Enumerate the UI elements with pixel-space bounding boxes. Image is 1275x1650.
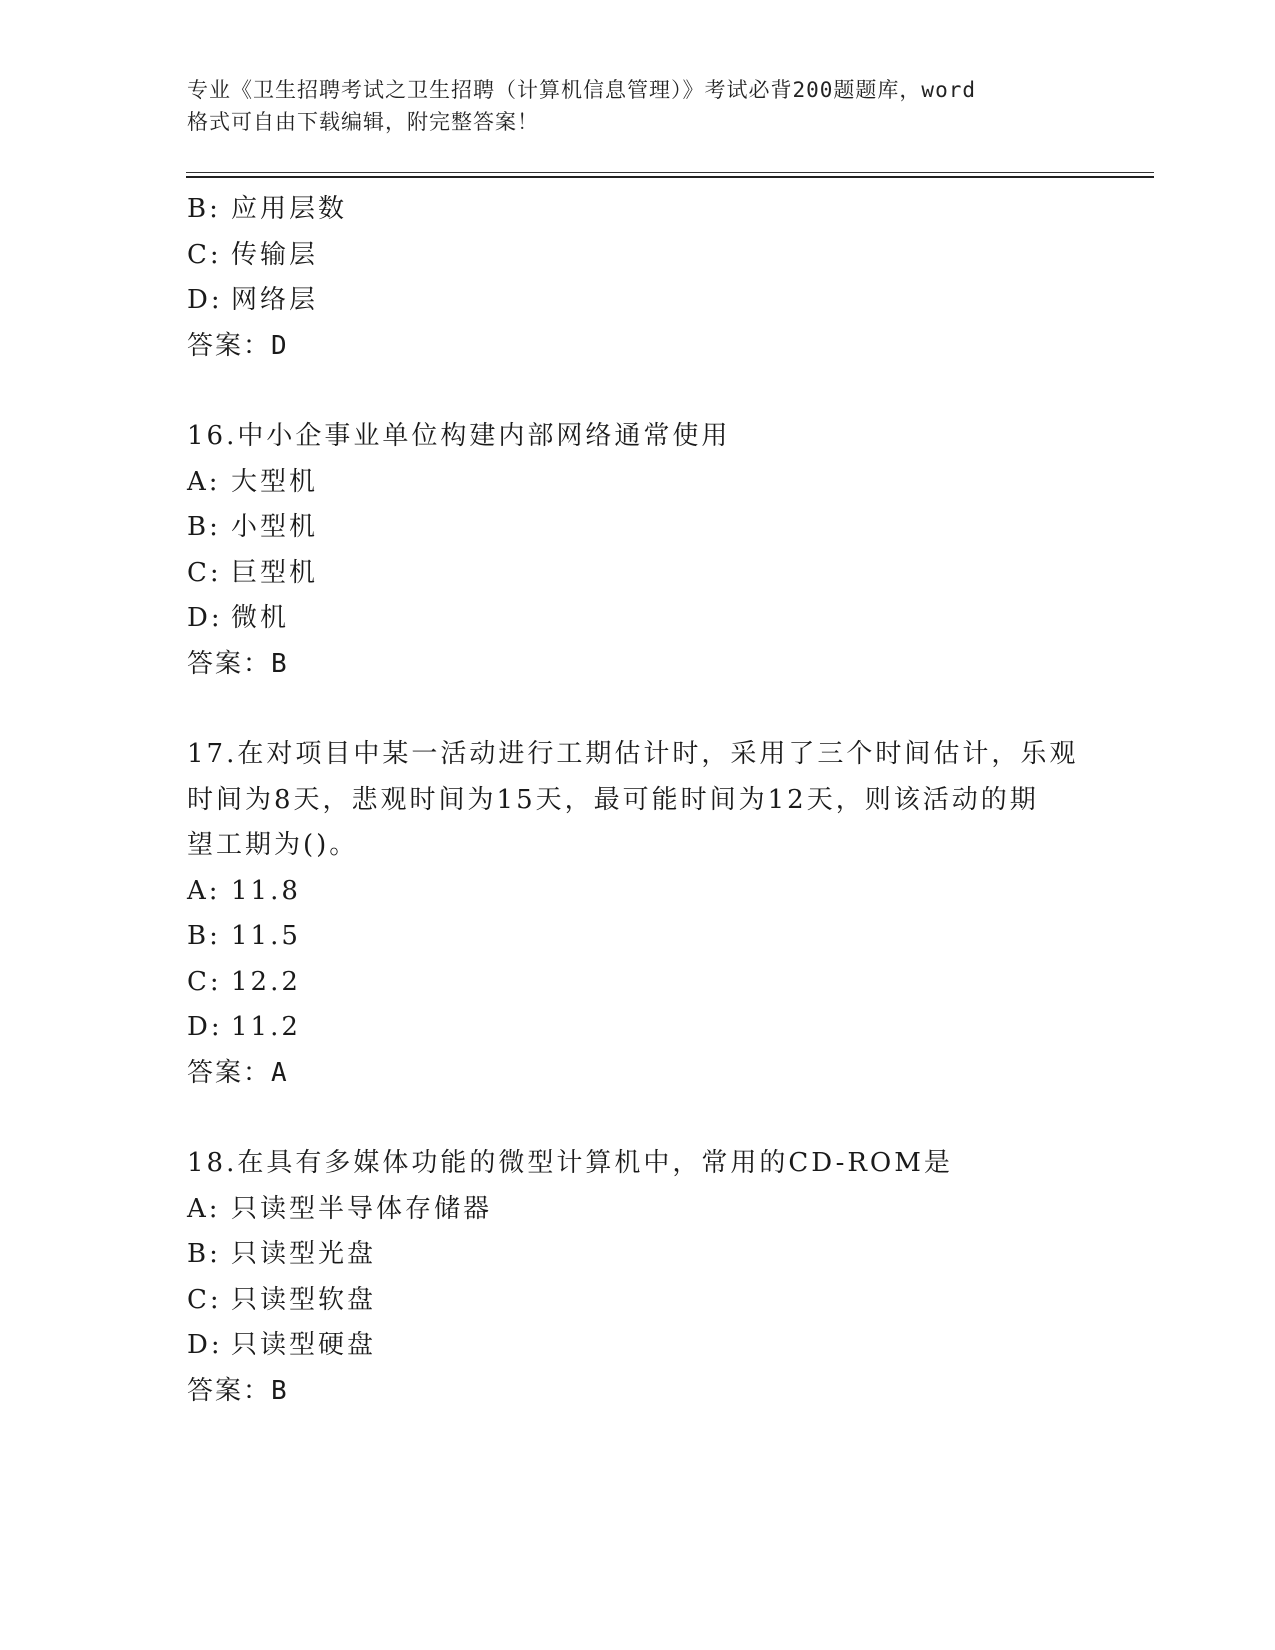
answer-value: B xyxy=(271,1375,289,1406)
answer-value: A xyxy=(271,1057,289,1088)
question-stem-line: 望工期为()。 xyxy=(187,830,359,860)
header-title-line-2: 格式可自由下载编辑，附完整答案！ xyxy=(187,110,539,134)
spacer xyxy=(187,369,1087,414)
answer-label: 答案： xyxy=(187,1057,272,1088)
option-row xyxy=(187,1278,1087,1324)
option-letter: C: xyxy=(187,239,222,270)
answer-row xyxy=(187,642,1087,688)
option-text: 小型机 xyxy=(231,512,319,542)
answer-label: 答案： xyxy=(187,330,272,361)
option-letter: A: xyxy=(187,466,221,497)
question-stem: 18.在具有多媒体功能的微型计算机中，常用的CD-ROM是 xyxy=(187,1148,953,1178)
option-text: 只读型光盘 xyxy=(231,1239,377,1269)
option-row xyxy=(187,1323,1087,1369)
option-row xyxy=(187,1005,1087,1051)
option-letter: A: xyxy=(187,875,221,906)
header-rule-thin xyxy=(186,172,1154,173)
option-letter: D: xyxy=(187,1012,223,1042)
header-rule-thick xyxy=(186,176,1154,178)
option-letter: B: xyxy=(187,194,221,224)
option-text: 微机 xyxy=(231,603,290,633)
answer-row xyxy=(187,1051,1087,1097)
document-header xyxy=(187,74,1087,138)
option-row xyxy=(187,869,1087,915)
answer-value: D xyxy=(271,330,289,361)
question-block-16 xyxy=(187,414,1087,687)
answer-label: 答案： xyxy=(187,1375,272,1406)
answer-row xyxy=(187,1369,1087,1415)
option-row xyxy=(187,505,1087,551)
option-letter: D: xyxy=(187,1330,223,1360)
option-letter: B: xyxy=(187,921,221,951)
option-text: 只读型硬盘 xyxy=(231,1330,377,1360)
answer-row xyxy=(187,324,1087,370)
option-text: 11.5 xyxy=(231,921,301,951)
question-stem: 16.中小企事业单位构建内部网络通常使用 xyxy=(187,421,731,451)
option-text: 11.8 xyxy=(231,875,301,906)
option-letter: D: xyxy=(187,285,223,315)
question-block-18 xyxy=(187,1141,1087,1414)
question-content xyxy=(187,187,1087,1414)
option-row xyxy=(187,914,1087,960)
option-text: 应用层数 xyxy=(231,194,348,224)
option-letter: B: xyxy=(187,512,221,542)
question-stem-line: 时间为8天，悲观时间为15天，最可能时间为12天，则该活动的期 xyxy=(187,784,1039,815)
option-row xyxy=(187,233,1087,279)
option-row xyxy=(187,960,1087,1006)
option-text: 网络层 xyxy=(231,285,319,315)
option-text: 只读型软盘 xyxy=(231,1284,377,1315)
option-text: 只读型半导体存储器 xyxy=(231,1193,493,1224)
spacer xyxy=(187,687,1087,732)
option-text: 巨型机 xyxy=(231,557,319,588)
option-letter: A: xyxy=(187,1193,221,1224)
option-row xyxy=(187,551,1087,597)
option-text: 传输层 xyxy=(231,239,319,270)
option-letter: C: xyxy=(187,557,222,588)
header-title-line-1: 专业《卫生招聘考试之卫生招聘（计算机信息管理）》考试必背200题题库，word xyxy=(187,78,976,102)
option-row xyxy=(187,278,1087,324)
option-letter: D: xyxy=(187,603,223,633)
option-row xyxy=(187,460,1087,506)
option-row xyxy=(187,1232,1087,1278)
option-text: 11.2 xyxy=(231,1012,301,1042)
answer-value: B xyxy=(271,648,289,679)
option-text: 12.2 xyxy=(231,966,301,997)
answer-label: 答案： xyxy=(187,648,272,679)
option-letter: B: xyxy=(187,1239,221,1269)
question-stem-line: 17.在对项目中某一活动进行工期估计时，采用了三个时间估计，乐观 xyxy=(187,739,1079,769)
spacer xyxy=(187,1096,1087,1141)
option-row xyxy=(187,1187,1087,1233)
option-letter: C: xyxy=(187,1284,222,1315)
option-row xyxy=(187,187,1087,233)
option-text: 大型机 xyxy=(231,466,319,497)
option-row xyxy=(187,596,1087,642)
option-letter: C: xyxy=(187,966,222,997)
question-block-15 xyxy=(187,187,1087,369)
question-block-17 xyxy=(187,732,1087,1096)
